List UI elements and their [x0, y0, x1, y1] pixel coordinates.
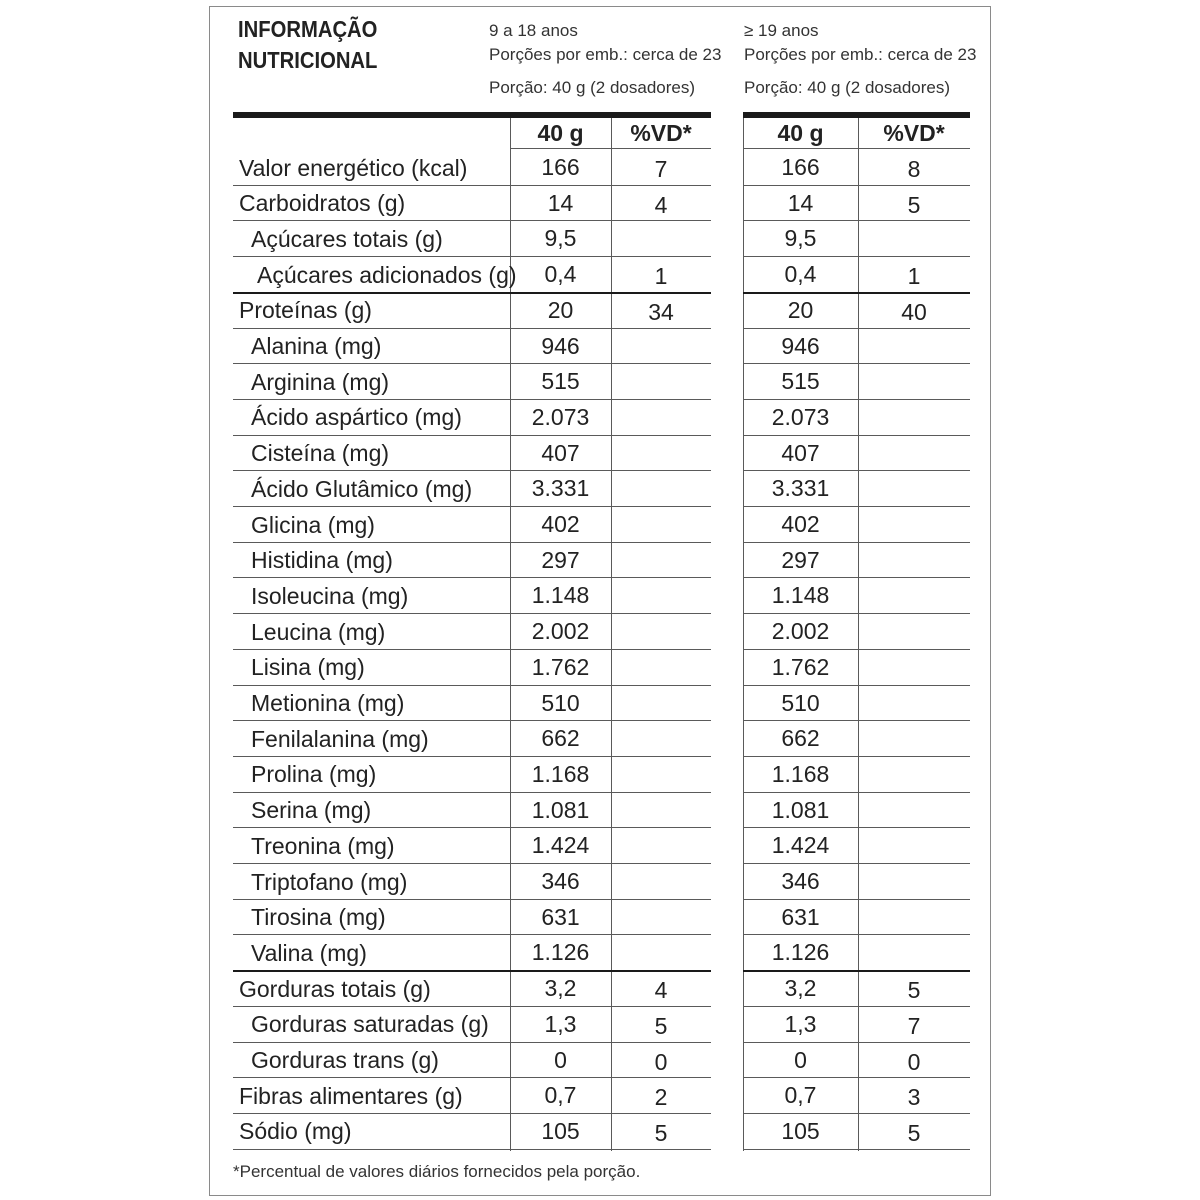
amount-9-18: 510 — [541, 689, 580, 716]
nutrient-label: Leucina (mg) — [251, 618, 386, 645]
row-rule-right — [743, 1149, 970, 1150]
amount-9-18: 0,7 — [544, 1082, 577, 1109]
nutrient-label: Fenilalanina (mg) — [251, 725, 429, 752]
nutrient-label: Açúcares adicionados (g) — [257, 261, 517, 288]
nutrient-label: Sódio (mg) — [239, 1118, 352, 1145]
nutrient-label: Histidina (mg) — [251, 547, 393, 574]
nutrient-label: Valor energético (kcal) — [239, 154, 468, 181]
amount-19-plus: 0 — [794, 1046, 807, 1073]
amount-19-plus: 2.002 — [771, 618, 830, 645]
title-line-1: INFORMAÇÃO — [238, 16, 378, 42]
col-vd-2: %VD* — [883, 120, 945, 146]
amount-19-plus: 1.762 — [771, 653, 830, 680]
amount-9-18: 105 — [541, 1117, 580, 1144]
amount-19-plus: 1.148 — [771, 582, 830, 609]
group1-age: 9 a 18 anos — [489, 21, 578, 40]
amount-9-18: 297 — [541, 546, 580, 573]
nutrient-label: Treonina (mg) — [251, 832, 395, 859]
amount-9-18: 515 — [541, 368, 580, 395]
amount-9-18: 1.762 — [531, 653, 590, 680]
amount-19-plus: 297 — [781, 546, 820, 573]
group2-portions: Porções por emb.: cerca de 23 — [744, 45, 977, 64]
vd-9-18: 0 — [654, 1048, 668, 1075]
amount-9-18: 1.148 — [531, 582, 590, 609]
amount-19-plus: 105 — [781, 1117, 820, 1144]
nutrient-label: Valina (mg) — [251, 939, 367, 966]
amount-19-plus: 3,2 — [784, 975, 817, 1002]
nutrient-label: Cisteína (mg) — [251, 440, 390, 467]
vd-19-plus: 3 — [907, 1084, 921, 1111]
amount-19-plus: 9,5 — [784, 225, 817, 252]
nutrient-label: Gorduras totais (g) — [239, 975, 431, 1002]
amount-9-18: 2.073 — [531, 403, 590, 430]
footnote: *Percentual de valores diários fornecidos pela porção. — [233, 1162, 641, 1181]
amount-19-plus: 166 — [781, 154, 820, 180]
amount-19-plus: 1.081 — [771, 796, 830, 823]
vd-9-18: 2 — [654, 1084, 668, 1111]
amount-9-18: 402 — [541, 511, 580, 537]
group2-serving: Porção: 40 g (2 dosadores) — [744, 78, 951, 97]
vd-19-plus: 8 — [907, 156, 921, 182]
vd-9-18: 1 — [654, 263, 668, 290]
amount-19-plus: 407 — [781, 439, 820, 466]
amount-19-plus: 14 — [787, 189, 814, 216]
nutrient-label: Ácido Glutâmico (mg) — [251, 475, 473, 502]
amount-19-plus: 1.168 — [771, 760, 830, 787]
nutrient-label: Gorduras trans (g) — [251, 1047, 439, 1073]
amount-19-plus: 1,3 — [784, 1010, 817, 1037]
nutrient-label: Tirosina (mg) — [251, 904, 386, 931]
vd-9-18: 7 — [654, 156, 668, 182]
amount-19-plus: 20 — [787, 296, 814, 323]
amount-9-18: 631 — [541, 903, 580, 930]
amount-9-18: 3.331 — [531, 475, 590, 502]
amount-9-18: 1,3 — [544, 1010, 577, 1037]
amount-9-18: 166 — [541, 154, 580, 180]
nutrient-label: Isoleucina (mg) — [251, 582, 409, 609]
amount-19-plus: 0,7 — [784, 1082, 817, 1109]
amount-9-18: 1.168 — [531, 760, 590, 787]
nutrient-label: Alanina (mg) — [251, 333, 382, 359]
amount-19-plus: 346 — [781, 868, 820, 894]
nutrient-label: Fibras alimentares (g) — [239, 1082, 463, 1109]
amount-19-plus: 402 — [781, 511, 820, 537]
vd-9-18: 5 — [654, 1012, 668, 1039]
amount-9-18: 0 — [554, 1046, 567, 1073]
amount-19-plus: 631 — [781, 903, 820, 930]
nutrient-label: Prolina (mg) — [251, 761, 377, 788]
vd-19-plus: 7 — [907, 1012, 921, 1039]
vd-9-18: 5 — [654, 1119, 668, 1146]
vd-9-18: 4 — [654, 191, 668, 218]
col-amount-2: 40 g — [777, 120, 824, 146]
nutrient-label: Triptofano (mg) — [251, 868, 408, 895]
amount-19-plus: 2.073 — [771, 403, 830, 430]
amount-9-18: 946 — [541, 332, 580, 359]
nutrient-label: Metionina (mg) — [251, 690, 405, 716]
amount-19-plus: 1.126 — [771, 939, 830, 966]
group1-portions: Porções por emb.: cerca de 23 — [489, 45, 722, 64]
amount-9-18: 662 — [541, 725, 580, 752]
amount-19-plus: 0,4 — [784, 261, 817, 288]
col-vd-1: %VD* — [630, 120, 692, 146]
amount-9-18: 3,2 — [544, 975, 577, 1002]
amount-9-18: 0,4 — [544, 261, 577, 288]
nutrient-label: Arginina (mg) — [251, 368, 390, 395]
row-rule-left — [233, 1149, 711, 1150]
amount-9-18: 1.424 — [531, 832, 590, 859]
amount-9-18: 407 — [541, 439, 580, 466]
amount-19-plus: 3.331 — [771, 475, 830, 502]
group1-serving: Porção: 40 g (2 dosadores) — [489, 78, 696, 97]
vd-19-plus: 5 — [907, 1119, 921, 1146]
amount-9-18: 20 — [547, 296, 574, 323]
nutrient-label: Serina (mg) — [251, 797, 372, 824]
col-amount-1: 40 g — [537, 120, 584, 146]
amount-19-plus: 662 — [781, 725, 820, 752]
amount-19-plus: 1.424 — [771, 832, 830, 859]
amount-9-18: 1.081 — [531, 796, 590, 823]
vd-19-plus: 5 — [907, 977, 921, 1004]
nutrient-label: Gorduras saturadas (g) — [251, 1011, 489, 1038]
vd-9-18: 4 — [654, 977, 668, 1004]
nutrient-label: Proteínas (g) — [239, 297, 372, 324]
nutrient-label: Lisina (mg) — [251, 654, 365, 681]
amount-19-plus: 515 — [781, 368, 820, 395]
group2-age: ≥ 19 anos — [744, 21, 819, 40]
nutrient-label: Glicina (mg) — [251, 511, 375, 538]
vd-19-plus: 40 — [901, 298, 927, 325]
amount-19-plus: 510 — [781, 689, 820, 716]
amount-9-18: 346 — [541, 868, 580, 894]
nutrient-label: Ácido aspártico (mg) — [251, 404, 462, 431]
vd-9-18: 34 — [648, 298, 674, 325]
nutrient-label: Carboidratos (g) — [239, 190, 406, 217]
amount-9-18: 9,5 — [544, 225, 577, 252]
amount-9-18: 2.002 — [531, 618, 590, 645]
amount-9-18: 1.126 — [531, 939, 590, 966]
panel-title — [238, 14, 377, 76]
amount-19-plus: 946 — [781, 332, 820, 359]
nutrient-label: Açúcares totais (g) — [251, 225, 443, 252]
vd-19-plus: 1 — [907, 263, 921, 290]
vd-19-plus: 5 — [907, 191, 921, 218]
amount-9-18: 14 — [547, 189, 574, 216]
vd-19-plus: 0 — [907, 1048, 921, 1075]
title-line-2: NUTRICIONAL — [238, 47, 378, 73]
